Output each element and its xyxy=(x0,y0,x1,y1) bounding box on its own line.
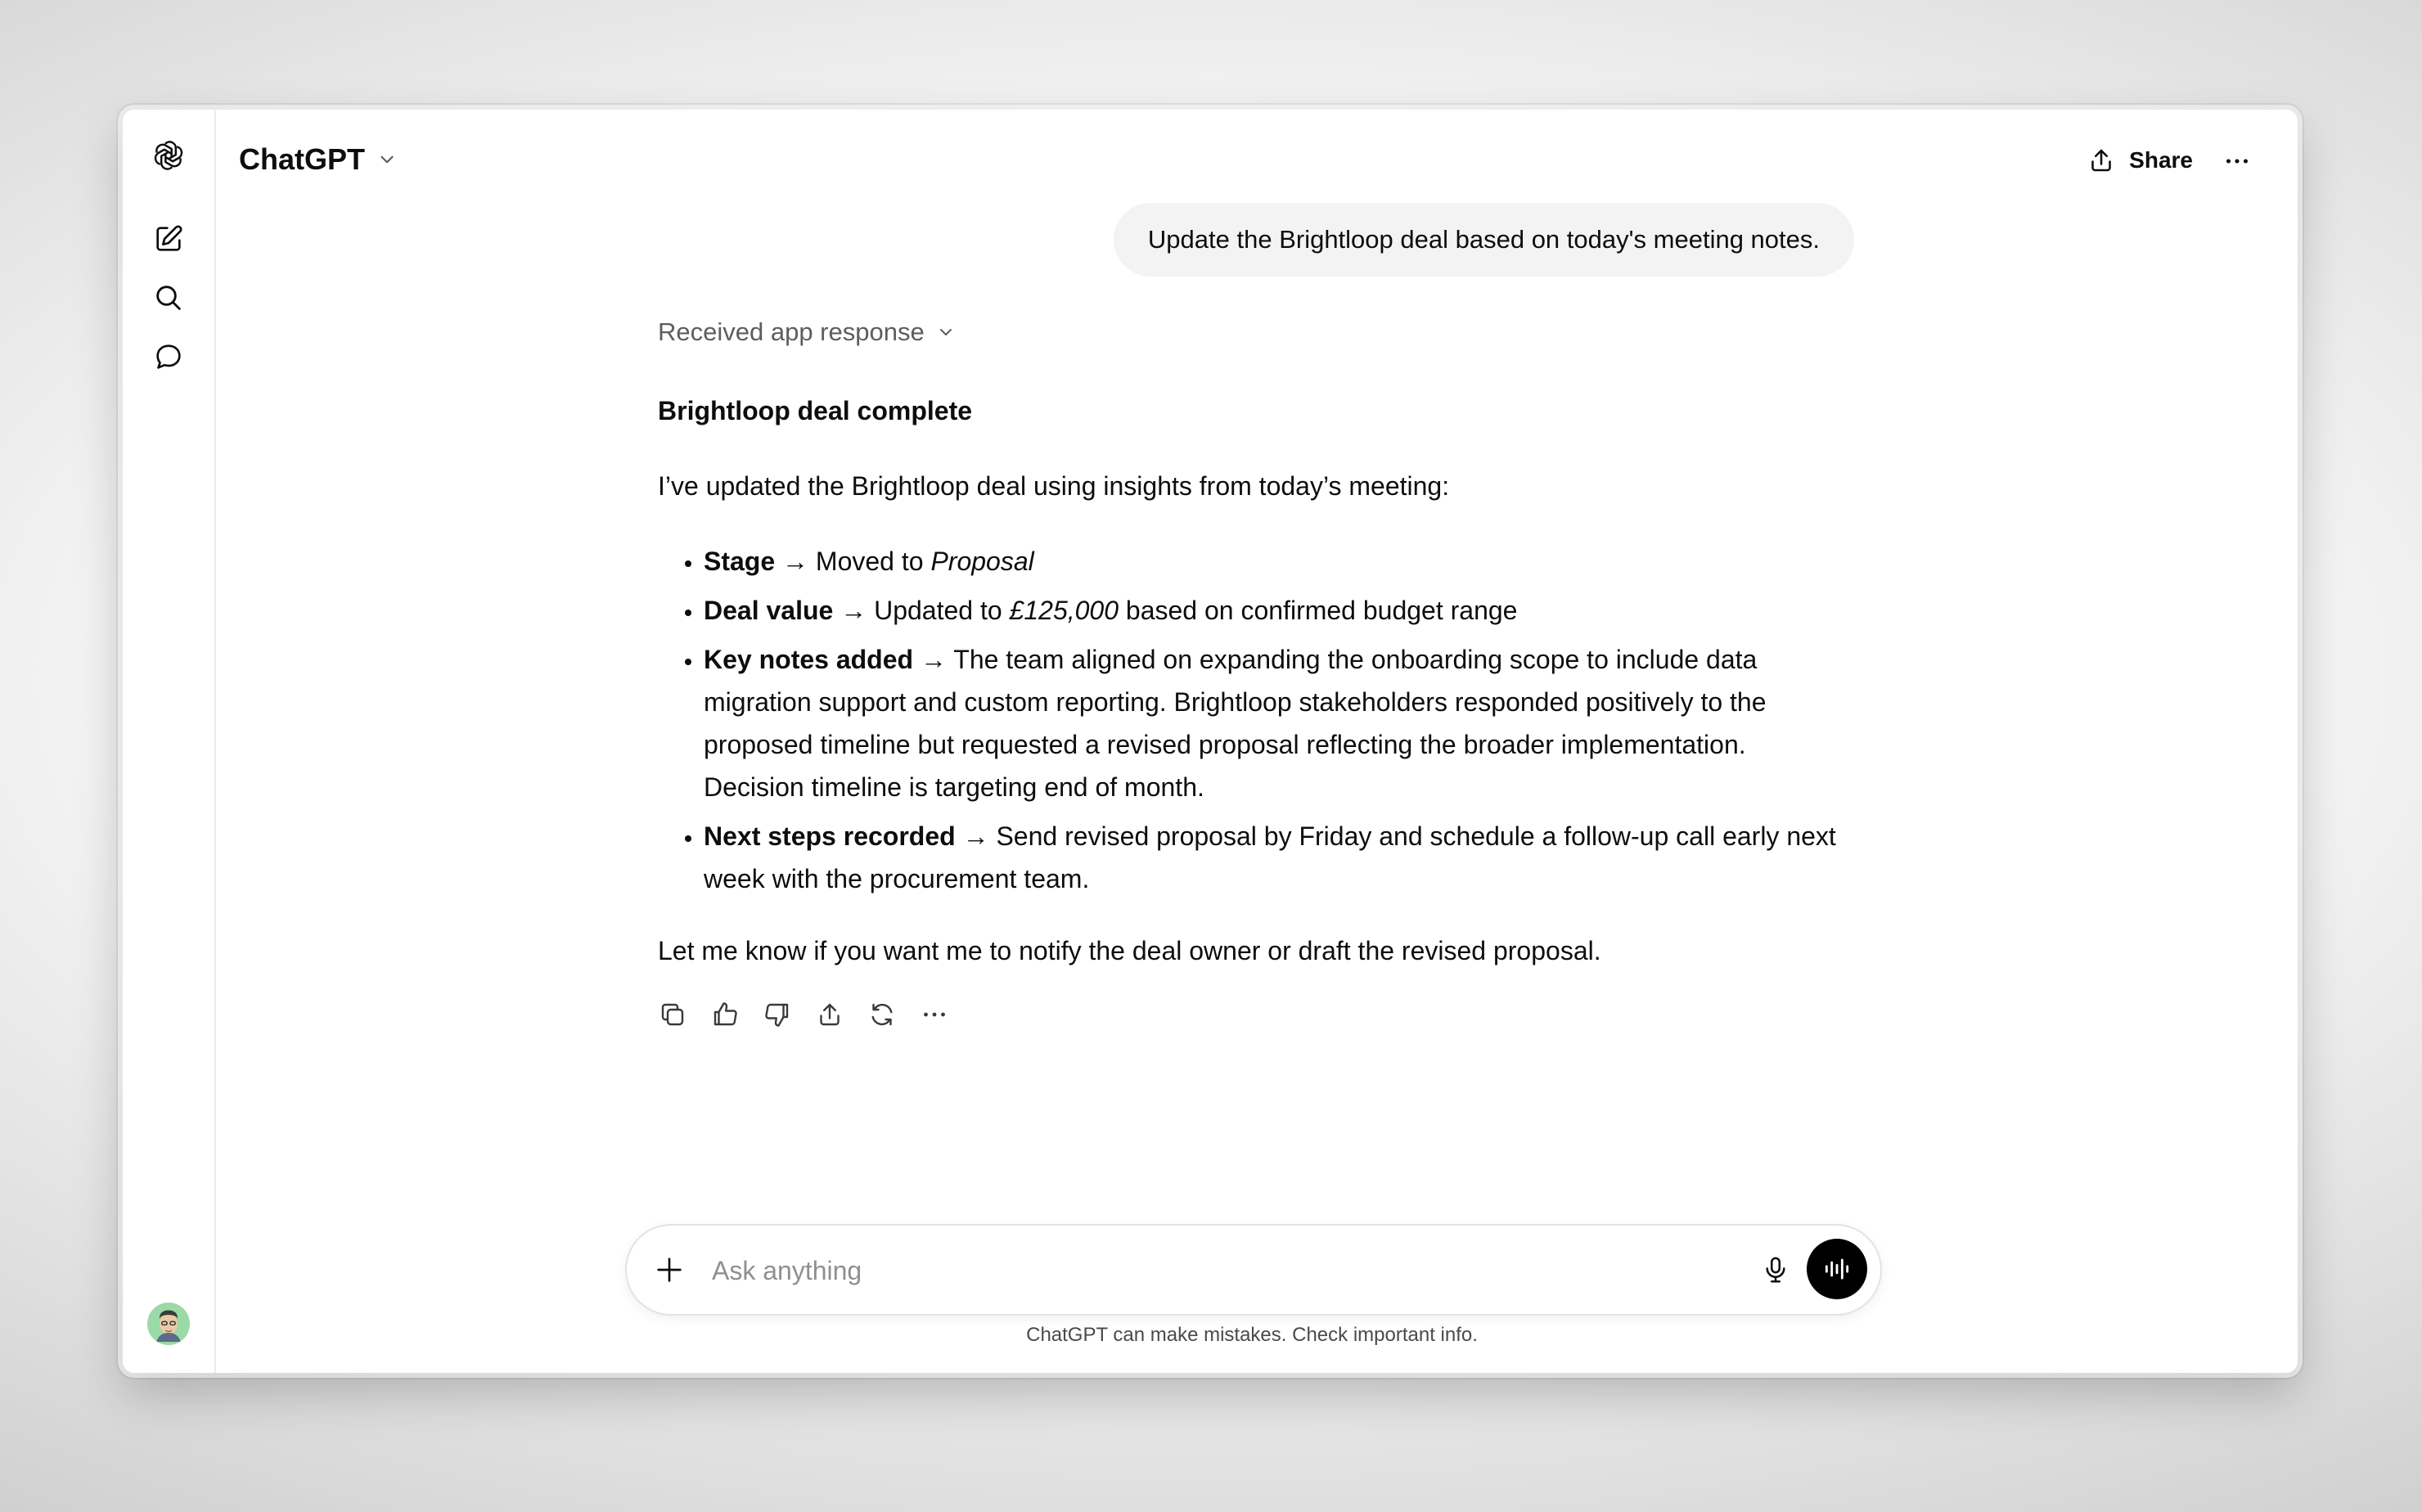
list-item xyxy=(704,540,1836,583)
more-options-button[interactable] xyxy=(2219,147,2255,175)
user-avatar-icon xyxy=(151,1306,187,1342)
chevron-down-icon xyxy=(936,322,956,342)
answer-outro: Let me know if you want me to notify the deal owner or draft the revised proposal. xyxy=(658,936,1601,965)
regenerate-button[interactable] xyxy=(866,998,898,1031)
voice-waveform-icon xyxy=(1821,1253,1853,1285)
thumbs-down-button[interactable] xyxy=(761,998,794,1031)
list-item xyxy=(704,815,1836,900)
bullet-text: The team aligned on expanding the onboarding scope to include data migration support and custom reporting. Brightloop stakeholders responded positively to the proposed timeline but requested a revised proposal reflecting the broader implementation. Decision timeline is targeting end of month. xyxy=(704,645,1767,802)
bullet-arrow: → xyxy=(833,596,875,625)
answer-bullet-list xyxy=(658,540,1836,900)
chat-bubble-icon xyxy=(152,340,185,373)
microphone-icon xyxy=(1760,1254,1791,1285)
more-horizontal-icon xyxy=(2222,146,2252,176)
copy-icon xyxy=(658,1000,687,1029)
search-icon xyxy=(152,281,185,314)
thumbs-up-icon xyxy=(710,1000,740,1029)
thumbs-down-icon xyxy=(763,1000,792,1029)
dictate-button[interactable] xyxy=(1756,1250,1795,1289)
chats-button[interactable] xyxy=(142,331,195,383)
share-button[interactable] xyxy=(2087,146,2193,175)
received-app-response-toggle[interactable] xyxy=(658,317,956,347)
assistant-message xyxy=(658,389,1836,972)
more-actions-button[interactable] xyxy=(918,998,951,1031)
more-horizontal-icon xyxy=(920,1000,949,1029)
model-selector[interactable] xyxy=(239,142,398,177)
copy-button[interactable] xyxy=(656,998,689,1031)
bullet-text: Updated to xyxy=(874,596,1010,625)
bullet-text: Moved to xyxy=(815,547,931,576)
share-icon xyxy=(815,1000,844,1029)
avatar[interactable] xyxy=(147,1303,190,1345)
answer-intro: I’ve updated the Brightloop deal using insights from today’s meeting: xyxy=(658,471,1450,501)
thumbs-up-button[interactable] xyxy=(709,998,741,1031)
refresh-icon xyxy=(867,1000,897,1029)
message-actions xyxy=(656,998,951,1031)
share-message-button[interactable] xyxy=(813,998,846,1031)
user-message-bubble xyxy=(1114,203,1854,277)
bullet-label: Key notes added xyxy=(704,645,914,674)
bullet-italic: £125,000 xyxy=(1009,596,1119,625)
share-icon xyxy=(2087,146,2116,175)
bullet-label: Stage xyxy=(704,547,776,576)
new-chat-button[interactable] xyxy=(142,213,195,265)
edit-icon xyxy=(152,223,185,255)
chevron-down-icon xyxy=(376,149,398,170)
bullet-text: based on confirmed budget range xyxy=(1119,596,1518,625)
ask-input[interactable] xyxy=(710,1247,1695,1294)
plus-icon xyxy=(653,1253,686,1286)
bullet-arrow: → xyxy=(913,645,954,674)
list-item xyxy=(704,589,1836,632)
bullet-label: Next steps recorded xyxy=(704,821,956,851)
received-label: Received app response xyxy=(658,317,925,346)
disclaimer: ChatGPT can make mistakes. Check important info. xyxy=(1026,1324,1478,1346)
user-message-text: Update the Brightloop deal based on today's meeting notes. xyxy=(1147,225,1820,254)
bullet-text: Send revised proposal by Friday and schedule a follow-up call early next week with the procurement team. xyxy=(704,821,1836,893)
list-item xyxy=(704,638,1836,808)
bullet-italic: Proposal xyxy=(930,547,1034,576)
bullet-arrow: → xyxy=(955,821,997,851)
app-window xyxy=(123,110,2298,1373)
bullet-label: Deal value xyxy=(704,596,834,625)
openai-logo-icon[interactable] xyxy=(142,129,195,182)
attach-button[interactable] xyxy=(650,1250,689,1289)
bullet-arrow: → xyxy=(775,547,816,576)
app-title: ChatGPT xyxy=(239,142,366,176)
sidebar xyxy=(123,110,216,1373)
answer-title: Brightloop deal complete xyxy=(658,396,973,425)
composer xyxy=(625,1224,1882,1316)
voice-mode-button[interactable] xyxy=(1807,1239,1867,1299)
search-button[interactable] xyxy=(142,272,195,324)
share-label: Share xyxy=(2129,147,2193,173)
